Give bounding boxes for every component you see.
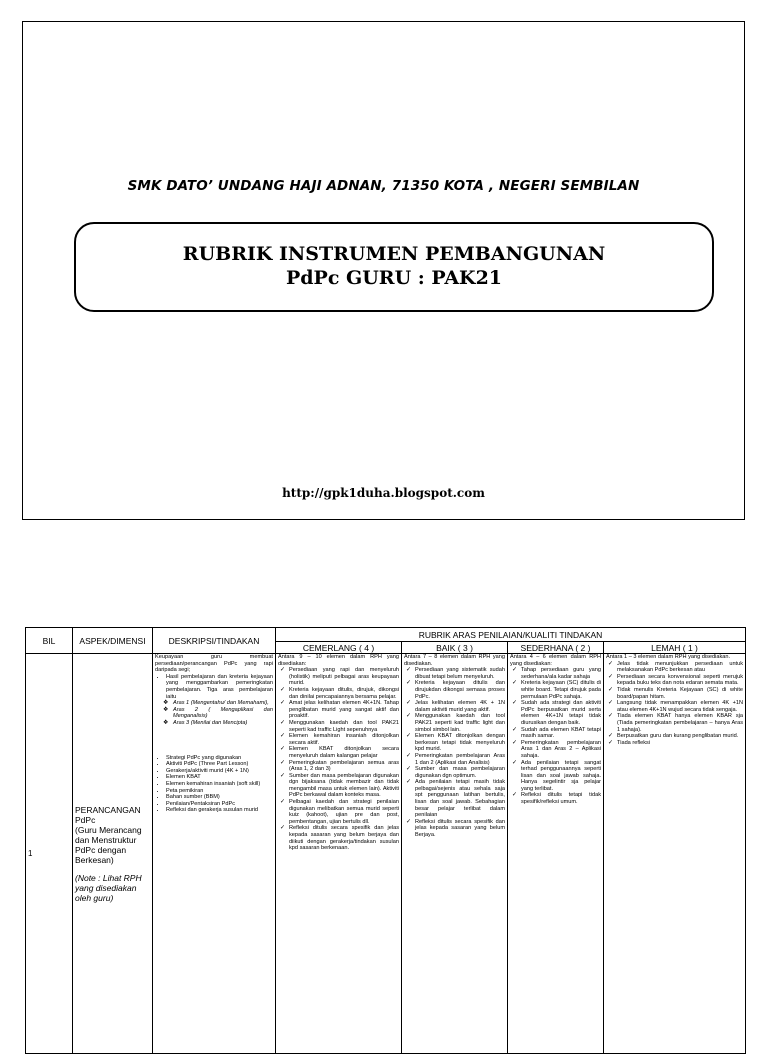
list-item: ✓ Tiada elemen KBAT hanya elemen KBAR sja (Tiada pemeringkatan pembelajaran – hanya Aras 1 sahaja). (617, 713, 743, 733)
header-lemah: LEMAH ( 1 ) (604, 642, 746, 654)
list-item: ✓ Kreteria kejayaan ditulis dan dirujukdan dikongsi semasa proses PdPc. (415, 680, 505, 700)
list-item: ✓ Ada penilaian tetapi sangat terhad penggunaannya seperti lisan dan soal jawab sahaja. Hanya segelintir sja pelajar yang terlibat. (521, 760, 601, 793)
list-item: ❖ Aras 1 (Mengentahu/ dan Memahami), (173, 700, 273, 707)
header-sederhana: SEDERHANA ( 2 ) (508, 642, 604, 654)
list-item: ✓ Persediaan secara konvensional seperti merujuk kepada buku teks dan nota edaran semata mata. (617, 674, 743, 687)
list-item: ✓ Sudah ada elemen KBAT tetapi masih samar. (521, 727, 601, 740)
deskripsi-intro: Keupayaan guru membuat persediaan/perancangan PdPc yang rapi daripada segi; (155, 654, 273, 674)
list-item: • Gerakerja/aktiviti murid (4K + 1N) (166, 768, 273, 775)
list-item: ✓ Kreteria kejayaan ditulis, dirujuk, dikongsi dan dinilai pencapaiannya bersama pelajar. (289, 687, 399, 700)
aspek-note: (Note : Lihat RPH yang disediakan oleh guru) (75, 872, 142, 903)
sederhana-intro: Antara 4 – 6 elemen dalam RPH yang disediakan: (510, 654, 601, 667)
cemerlang-list (278, 667, 399, 852)
lemah-cell (604, 654, 746, 1054)
list-item: ✓ Pemeringkatan pembelajaran semua aras (Aras 1, 2 dan 3) (289, 760, 399, 773)
cemerlang-intro: Antara 9 – 10 elemen dalam RPH yang disediakan: (278, 654, 399, 667)
aspek-cell (73, 654, 153, 1054)
deskripsi-aras-list (155, 700, 273, 726)
aspek-description: (Guru Merancang dan Menstruktur PdPc dengan Berkesan) (75, 824, 142, 865)
list-item: ✓ Persediaan yang rapi dan menyeluruh (holistik) meliputi pelbagai aras keupayaan murid. (289, 667, 399, 687)
list-item: ✓ Berpusatkan guru dan kurang penglibatan murid. (617, 733, 743, 740)
list-item: ✓ Refleksi ditulis tetapi tidak spesifik/refleksi umum. (521, 792, 601, 805)
list-item: ✓ Menggunakan kaedah dan tool PAK21 seperti kad traffic Light sepenuhnya (289, 720, 399, 733)
header-rubrik: RUBRIK ARAS PENILAIAN/KUALITI TINDAKAN (276, 628, 746, 642)
blog-url: http://gpk1duha.blogspot.com (282, 486, 485, 500)
document-title: RUBRIK INSTRUMEN PEMBANGUNAN (182, 243, 606, 265)
deskripsi-list-b (155, 755, 273, 814)
deskripsi-cell (153, 654, 276, 1054)
lemah-intro: Antara 1 – 3 elemen dalam RPH yang disediakan. (606, 654, 731, 660)
list-item: ✓ Pemeringkatan pembelajaran Aras 1 dan Aras 2 – Aplikasi sahaja. (521, 740, 601, 760)
list-item: ✓ Sudah ada strategi dan aktiviti PdPc berpusatkan murid serta elemen 4K+1N tetapi tidak diurusikan dengan baik. (521, 700, 601, 726)
list-item: • Refleksi dan gerakerja susulan murid (166, 807, 273, 814)
cover-frame (22, 21, 745, 520)
list-item: ✓ Sumber dan masa pembelajaran digunakan dgn bijaksana (tidak membazir dan tidak mengambil masa untuk elemen lain). Aktiviti PdPc berkawal dalam konteks masa. (289, 773, 399, 799)
list-item: • Bahan sumber (BBM) (166, 794, 273, 801)
school-name: SMK DATO’ UNDANG HAJI ADNAN, 71350 KOTA , NEGERI SEMBILAN (127, 178, 640, 194)
list-item: ✓ Kreteria kejayaan (SC) ditulis di white board. Tetapi dirujuk pada permulaan PdPc sahaja. (521, 680, 601, 700)
list-item: • Aktiviti PdPc (Three Part Lesson) (166, 761, 273, 768)
list-item: ✓ Langsung tidak menampakkan elemen 4K +1N atau elemen 4K+1N wujud secara tidak sengaja. (617, 700, 743, 713)
list-item: ✓ Refleksi ditulis secara spesifik dan jelas kepada sasaran yang belum berjaya dan diikuti dengan gerakerja/tindakan susulan kpd sasaran berkenaan. (289, 825, 399, 851)
list-item: • Peta pemikiran (166, 788, 273, 795)
baik-cell (402, 654, 508, 1054)
title-box (74, 222, 714, 312)
list-item: • Strategi PdPc yang digunakan (166, 755, 273, 762)
list-item: ✓ Jelas tidak menunjukkan persediaan untuk melaksanakan PdPc berkesan atau (617, 661, 743, 674)
list-item: ✓ Tidak menulis Kreteria Kejayaan (SC) di white board/papan hitam. (617, 687, 743, 700)
baik-list (404, 667, 505, 838)
list-item: • Hasil pembelajaran dan kreteria kejayaan yang menggambarkan pemeringkatan pembelajaran. Tiga aras pembelajaran iaitu (166, 674, 273, 700)
list-item: ❖ Aras 2 ( Mengaplikasi dan Menganalisis) (173, 707, 273, 720)
list-item: ✓ Persediaan yang sistematik sudah dibuat tetapi belum menyeluruh. (415, 667, 505, 680)
list-item: ✓ Tiada refleksi (617, 740, 743, 747)
list-item: ✓ Pemeringkatan pembelajaran Aras 1 dan 2 (Aplikasi dan Analisis) (415, 753, 505, 766)
list-item: ✓ Tahap persediaan guru yang sederhana/ala kadar sahaja (521, 667, 601, 680)
list-item: ✓ Pelbagai kaedah dan strategi penilaian digunakan melibatkan semua murid seperti kuiz (kahoot), ujian pre dan post, pembentangan, ujian bertulis dll. (289, 799, 399, 825)
cemerlang-cell (276, 654, 402, 1054)
list-item: ✓ Sumber dan masa pembelajaran digunakan dgn optimum. (415, 766, 505, 779)
list-item: ✓ Elemen kemahiran insaniah ditonjolkan secara aktif. (289, 733, 399, 746)
rubric-table (25, 627, 746, 1054)
header-deskripsi: DESKRIPSI/TINDAKAN (153, 628, 276, 654)
sederhana-cell (508, 654, 604, 1054)
list-item: ✓ Ada penilaian tetapi masih tidak pelbagai/sejenis atau sehala saja spt penggunaan latihan bertulis, lisan dan soal jawab. Sebahagian besar pelajar terlibat dalam penilaian (415, 779, 505, 819)
header-baik: BAIK ( 3 ) (402, 642, 508, 654)
lemah-list (606, 661, 743, 747)
sederhana-list (510, 667, 601, 805)
document-subtitle: PdPc GURU : PAK21 (285, 267, 503, 289)
baik-intro: Antara 7 – 8 elemen dalam RPH yang disediakan. (404, 654, 505, 667)
list-item: • Elemen kemahiran insaniah (soft skill) (166, 781, 273, 788)
list-item: ✓ Refleksi ditulis secara spesifik dan jelas kepada sasaran yang belum Berjaya. (415, 819, 505, 839)
deskripsi-list-a (155, 674, 273, 700)
aspek-title: PERANCANGAN PdPc (75, 804, 141, 825)
row-number: 1 (26, 654, 73, 1054)
header-aspek: ASPEK/DIMENSI (73, 628, 153, 654)
list-item: • Penilaian/Pentaksiran PdPc (166, 801, 273, 808)
header-bil: BIL (26, 628, 73, 654)
list-item: ✓ Jelas kelihatan elemen 4K + 1N dalam aktiviti murid yang aktif. (415, 700, 505, 713)
list-item: ✓ Elemen KBAT ditonjolkan dengan berkesan tetapi tidak menyeluruh kpd murid. (415, 733, 505, 753)
header-cemerlang: CEMERLANG ( 4 ) (276, 642, 402, 654)
list-item: • Elemen KBAT (166, 774, 273, 781)
list-item: ✓ Amat jelas kelihatan elemen 4K+1N. Tahap penglibatan murid yang sangat aktif dan proaktif. (289, 700, 399, 720)
list-item: ✓ Elemen KBAT ditonjolkan secara menyeluruh dalam kalangan pelajar (289, 746, 399, 759)
list-item: ❖ Aras 3 (Menilai dan Mencipta) (173, 720, 273, 727)
list-item: ✓ Menggunakan kaedah dan tool PAK21 seperti kad traffic light dan simbol simbol lain. (415, 713, 505, 733)
